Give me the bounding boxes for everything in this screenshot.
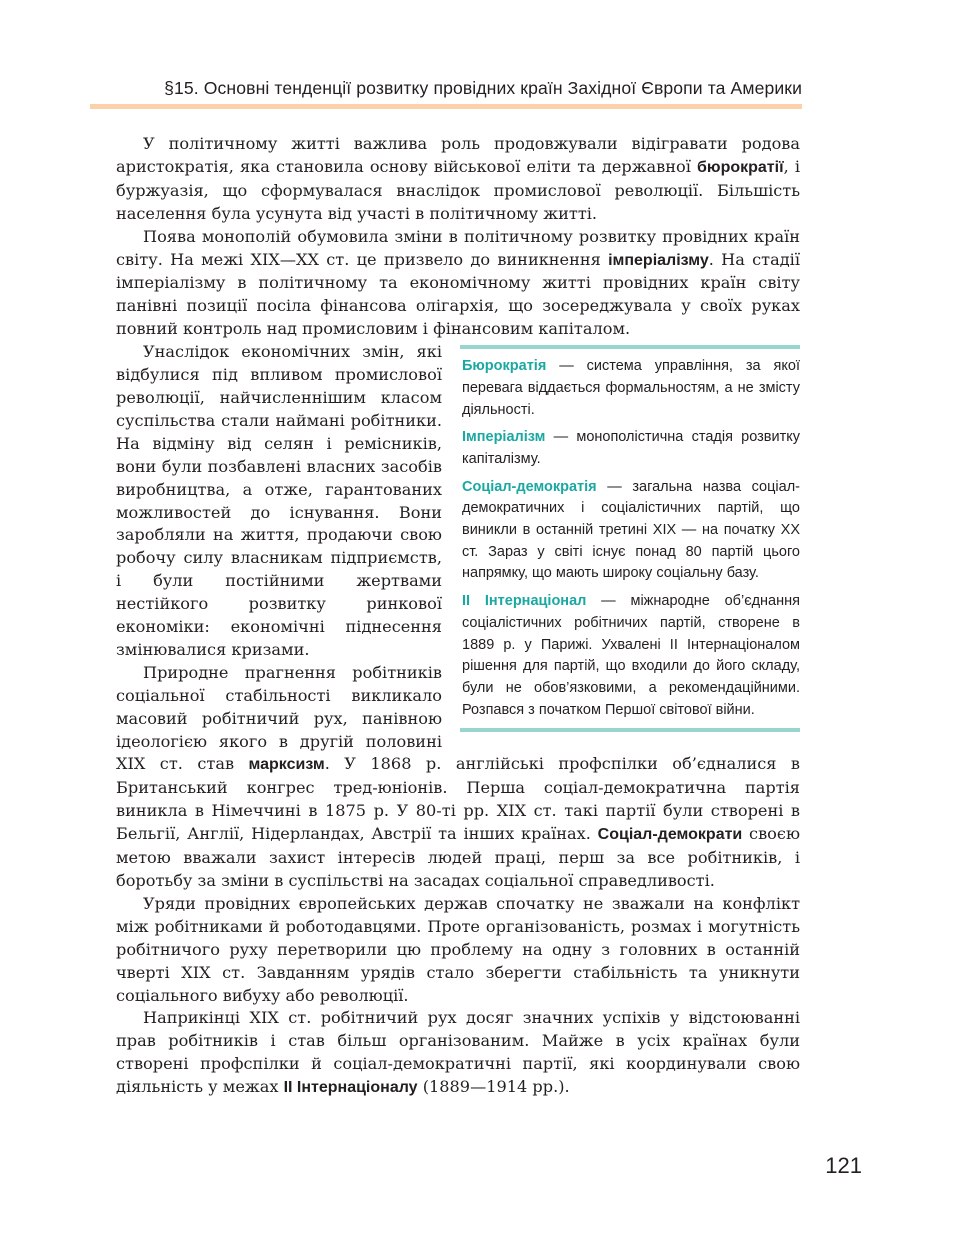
main-text — [116, 133, 800, 1100]
term-marxism: марксизм — [248, 756, 325, 774]
glossary-entry — [462, 356, 800, 421]
glossary-definition: — система управління, за якої перевага віддається формальностям, а не змісту діяльності. — [462, 358, 800, 418]
paragraph-text: , і буржуазія, що сформувалася внаслідок промислової революції. Більшість населення була усунута від участі в політичному житті. — [116, 156, 800, 223]
paragraph-governments: Уряди провідних європейських держав спочатку не зважали на конфлікт між робітниками й роботодавцями. Проте організованість, розмах і могутність робітничого руху перетворили цю проблему на одну з головних в останній чверті XIX ст. Завданням урядів стало зберегти стабільність та уникнути соціального вибуху або революції. — [116, 893, 800, 1005]
running-header: §15. Основні тенденції розвитку провідних країн Західної Європи та Америки — [164, 78, 802, 98]
glossary-entry — [462, 591, 800, 721]
glossary-term: Імперіалізм — [462, 429, 546, 446]
paragraph-text: своєю метою вважали захист інтересів людей праці, перш за все робітників, і боротьбу за зміни в суспільстві на засадах соціальної справедливості. — [116, 824, 800, 890]
paragraph-text: . На стадії імперіалізму в політичному та економічному житті провідних країн світу панівні позиції посіла фінансова олігархія, що зосереджувала у своїх руках повний контроль над промисловим і фінансовим капіталом. — [116, 249, 800, 339]
glossary-term: ІІ Інтернаціонал — [462, 593, 587, 610]
paragraph-imperialism — [116, 226, 800, 342]
page-number: 121 — [825, 1153, 862, 1178]
paragraph-text: . У 1868 р. англійські профспілки об’єдналися в Британський конгрес тред-юніонів. Перша соціал-демократична партія виникла в Німеччині в 1875 р. У 80-ті рр. XIX ст. такі партії були створені в Бельгії, Англії, Нідерландах, Австрії та інших країнах. — [116, 754, 800, 844]
paragraph-text: (1889—1914 рр.). — [417, 1077, 570, 1097]
term-imperialism: імперіалізму — [608, 251, 709, 269]
paragraph-text: Поява монополій обумовила зміни в політичному розвитку провідних країн світу. На межі XIX—XX ст. це призвело до виникнення — [116, 226, 800, 269]
glossary-entry — [462, 427, 800, 470]
glossary-box — [460, 345, 800, 732]
paragraph-workers: Унаслідок економічних змін, які відбулися під впливом промислової революції, найчисленнішим класом суспільства стали наймані робітники. На відміну від селян і ремісників, вони були позбавлені власних засобів виробництва, а отже, гарантованих можливостей до існування. Вони заробляли на життя, продаючи свою робочу силу власникам підприємств, і були постійними жертвами нестійкого розвитку ринкової економіки: економічні піднесення змінювалися кризами. — [116, 342, 442, 659]
glossary-definition: — монополістична стадія розвитку капіталізму. — [462, 429, 800, 467]
paragraph-text: Природне прагнення робітників соціальної стабільності викликало масовий робітничий рух, панівною ідеологією якого в другій половині XIX ст. став — [116, 662, 442, 774]
glossary-definition: — міжнародне об’єднання соціалістичних робітничих партій, створене в 1889 р. у Парижі. Ухвалені ІІ Інтернаціоналом рішення для партій, що входили до його складу, були не обов’язковими, а рекомендаційними. Розпався з початком Першої світової війни. — [462, 593, 800, 718]
paragraph-aristocracy — [116, 133, 800, 226]
term-social-democrats: Соціал-демократи — [597, 826, 743, 844]
glossary-term: Соціал-демократія — [462, 478, 597, 495]
glossary-term: Бюрократія — [462, 358, 547, 375]
paragraph-text: У політичному житті важлива роль продовжували відігравати родова аристократія, яка становила основу військової еліти та державної — [116, 134, 800, 176]
paragraph-text: Наприкінці XIX ст. робітничий рух досяг значних успіхів у відстоюванні прав робітників і став більш організованим. Майже в усіх країнах були створені профспілки й соціал-демократичні партії, які координували свою діяльність у межах — [116, 1008, 800, 1097]
term-second-international: ІІ Інтернаціоналу — [283, 1079, 418, 1097]
term-bureaucracy: бюрократії — [697, 158, 784, 176]
header-divider — [90, 104, 802, 109]
glossary-definition: — загальна назва соціал-демократичних і соціалістичних партій, що виникли в останній третині XIX — на початку XX ст. Зараз у світі існує понад 80 партій цього напрямку, що мають широку соціальну базу. — [462, 478, 800, 582]
glossary-entry — [462, 477, 800, 586]
paragraph-international — [116, 1007, 800, 1100]
